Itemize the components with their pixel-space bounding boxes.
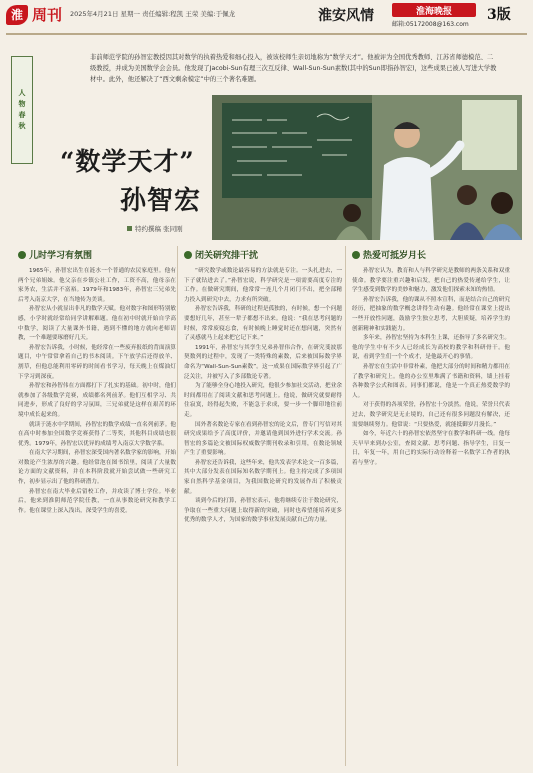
paragraph: 如今，年近六十的孙智宏依然坚守在教学和科研一线。他每天早早来到办公室，查阅文献、思考问题、指导学生，日复一日，年复一年，用自己的实际行动诠释着一名数学工作者的执着与坚守。	[352, 431, 510, 466]
section-heading-text: 热爱可抵岁月长	[363, 251, 427, 261]
column-divider	[345, 246, 346, 766]
paragraph: 孙智宏从小就显出非凡的数学天赋。他对数字和图形特别敏感，小学时就经常给同学讲解难题。他在初中时就开始自学高中数学，阅读了大量课外书籍，遇到不懂的地方就向老师请教，一个难题要琢磨好几天。	[18, 306, 176, 342]
paragraph: 孙智宏在生活中非常朴素，他把大部分的时间和精力都用在了教学和研究上。他的办公室里堆满了书籍和资料，墙上挂着各种数学公式和图表。同事们都说，他是一个真正热爱数学的人。	[352, 363, 510, 399]
brand-block	[6, 4, 62, 25]
column-tag-char: 秋	[18, 122, 26, 130]
page-number: 3版	[487, 7, 511, 23]
paragraph: 多年来，孙智宏坚持为本科生上课，还指导了多名研究生。他的学生中有不少人已经成长为高校的教学和科研骨干。他说，看到学生们一个个成才，是他最开心的事情。	[352, 335, 510, 361]
newspaper-logo: 淮海晚报	[392, 3, 476, 17]
bullet-icon	[184, 251, 192, 259]
header-divider	[6, 33, 527, 35]
section-heading	[184, 248, 342, 261]
byline-square-icon	[127, 226, 132, 231]
paragraph: 1965年，孙智宏出生在涟水一个普通的农民家庭里。他有两个兄弟姐妹。他父亲在乡镇公社工作，工资不高，他母亲在家务农，生活并不富裕。1979年和1983年，孙智宏三兄弟先后考入南京大学，在当地传为美谈。	[18, 268, 176, 303]
page-header	[0, 0, 533, 36]
bullet-icon	[352, 251, 360, 259]
issue-meta: 2025年4月21日 星期一 责任编辑:程凯 王荣 美编:于佩龙	[70, 10, 236, 18]
paragraph: 为了能够全身心地投入研究，他很少参加社交活动，把业余时间都用在了阅读文献和思考问题上。他说，做研究就要耐得住寂寞，经得起失败，不能急于求成，要一步一个脚印地往前走。	[184, 383, 342, 418]
paragraph: 孙智宏和孙智伟在方面都打下了扎实的基础。初中时，他们就参加了各级数学竞赛，成绩都名列前茅。他们互相学习、共同进步，形成了良好的学习氛围，三兄弟就是这样在艰苦的环境中成长起来的。	[18, 383, 176, 418]
column-tag-char: 春	[18, 111, 26, 119]
section-heading-text: 闭关研究排干扰	[195, 251, 259, 261]
paragraph: “研究数学或数论最容易的方法就是专注。一头扎进去，一下子就钻进去了。”孙智宏说，科学研究是一项需要高度专注的工作。在做研究期间，他常常一连几个月闭门不出，把全部精力投入到研究中去，力求有所突破。	[184, 268, 342, 303]
headline: “数学天才”	[60, 147, 195, 176]
paragraph: 国外著名数论专家在看到孙智宏的论文后，曾专门写信对其研究成果给予了高度评价，并邀请他到国外进行学术交流。孙智宏的多篇论文被国际权威数学期刊收录和引用，在数论领域产生了重要影响。	[184, 421, 342, 457]
article-column-1	[18, 248, 176, 516]
column-tag-char: 人	[18, 89, 26, 97]
section-heading-text: 儿时学习有氛围	[29, 251, 93, 261]
paragraph: 孙智宏告诉我，小时候，他经常在一些废弃报纸的背面演算题目，中午常常拿着自己的书本阅读。下午放学后还得放羊、割草，但他总能利用零碎的时间看书学习，每天晚上在煤油灯下学习到深夜。	[18, 344, 176, 380]
paragraph: 孙智宏告诉我，科研的过程是孤独的，有时候，想一个问题要想好几年，甚至一辈子都想不出来。他说：“我在思考问题的时候，常常废寝忘食，有时候晚上睡觉时还在想问题，突然有了灵感就马上起来把它记下来。”	[184, 306, 342, 342]
byline	[127, 224, 183, 233]
headline-name: 孙智宏	[120, 186, 202, 216]
paragraph: 孙智宏认为，教育和人与科学研究是教师的两条关系和双重使命。教学要注重兴趣和启发，把自己的热爱传递给学生，让学生感受到数学的美妙和魅力，激发他们探索未知的热情。	[352, 268, 510, 294]
paragraph: 在南大学习期间，孙智宏深受国内著名数学家的影响，开始对数论产生浓厚的兴趣。他经常泡在图书馆里，阅读了大量数论方面的文献资料，并在本科阶段就开始尝试做一些研究工作，初步显示出了他的科研潜力。	[18, 450, 176, 486]
paragraph: 孙智宏在南大毕业后留校工作，并攻读了博士学位。毕业后，他来到淮阴师范学院任教，一直从事数论研究和教学工作。他在课堂上深入浅出，深受学生的喜爱。	[18, 488, 176, 514]
column-tag-char: 物	[18, 100, 26, 108]
contact-email: 邮箱:05172008@163.com	[392, 21, 469, 28]
bullet-icon	[18, 251, 26, 259]
paragraph: 就读于涟水中学期间，孙智宏的数学成绩一直名列前茅。他在高中时参加全国数学竞赛获得了二等奖，其他科目成绩也很优秀。1979年，孙智宏以优异的成绩考入南京大学数学系。	[18, 421, 176, 447]
paragraph: 1991年，孙智宏与其孪生兄弟孙智伟合作，在研究斐波那契数列的过程中，发现了一类特殊的素数，后来被国际数学界命名为“Wall-Sun-Sun素数”。这一成果在国际数学界引起了广泛关注，并被写入了多部数论专著。	[184, 344, 342, 380]
article-photo	[212, 95, 522, 240]
byline-text: 特约撰稿 张同刚	[135, 225, 183, 233]
paragraph: 孙智宏告诉我，他的课从不照本宣科，而是结合自己的研究经历，把抽象的数学概念讲得生动有趣。他经常在课堂上提出一些开放性问题，鼓励学生独立思考，大胆质疑，培养学生的创新精神和实践能力。	[352, 296, 510, 332]
section-heading	[352, 248, 510, 261]
column-tag	[11, 56, 33, 164]
paragraph: 孙智宏还告诉我，这些年来，他共发表学术论文一百多篇，其中大部分发表在国际知名数学期刊上。他主持完成了多项国家自然科学基金项目，为我国数论研究的发展作出了积极贡献。	[184, 459, 342, 495]
photo-illustration	[212, 95, 522, 240]
column-divider	[177, 246, 178, 766]
article-lead: 非前师范学院的孙智宏教授因其对数学的执着热爱和细心投入，被该校师生亲切地称为“数学天才”。他被评为全国优秀教师、江苏省师德模范、二级教授，并成为美国数学会会员。他发现了Jacobi-Sun有理三次互反律、Wall-Sun-Sun素数(其中的Sun即指孙智宏)，这些成果已被人写进大学教材中。此外，他还解决了“西文剩余模定”中的三个著名难题。	[90, 54, 497, 83]
section-title: 淮安风情	[318, 8, 374, 24]
paragraph: 谈到今后的打算，孙智宏表示，他将继续专注于数论研究，争取在一些重大问题上取得新的突破，同时也希望能培养更多优秀的数学人才，为国家的数学事业发展贡献自己的力量。	[184, 498, 342, 524]
brand-logo-icon: 淮	[6, 5, 28, 25]
section-heading	[18, 248, 176, 261]
brand-title: 周刊	[32, 6, 63, 24]
article-column-2	[184, 248, 342, 526]
paragraph: 对于获得的各项荣誉，孙智宏十分淡然。他说，荣誉只代表过去，数学研究是无止境的，自己还有很多问题没有解决，还需要继续努力。他常说：“只要热爱，就能抵御岁月漫长。”	[352, 402, 510, 428]
article-column-3	[352, 248, 510, 468]
